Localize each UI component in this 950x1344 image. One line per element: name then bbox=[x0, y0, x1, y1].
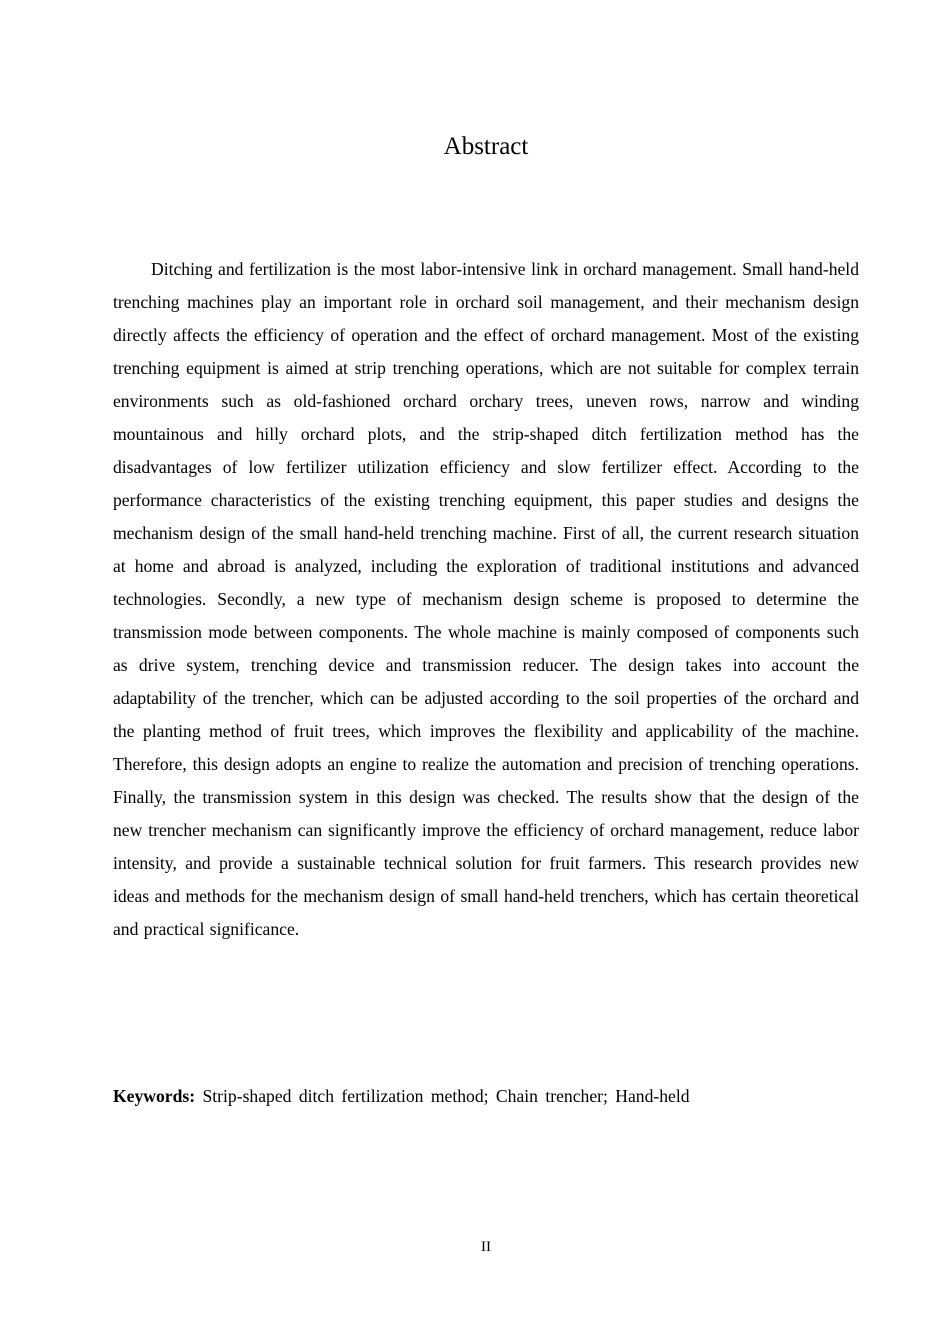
keywords-line bbox=[113, 1080, 859, 1113]
keywords-label: Keywords: bbox=[113, 1086, 196, 1106]
page-number: II bbox=[481, 1239, 491, 1255]
abstract-paragraph: Ditching and fertilization is the most labor-intensive link in orchard management. Small hand-held trenching machines play an important role in orchard soil management, and their mechanism design directly affects the efficiency of operation and the effect of orchard management. Most of the existing trenching equipment is aimed at strip trenching operations, which are not suitable for complex terrain environments such as old-fashioned orchard orchary trees, uneven rows, narrow and winding mountainous and hilly orchard plots, and the strip-shaped ditch fertilization method has the disadvantages of low fertilizer utilization efficiency and slow fertilizer effect. According to the performance characteristics of the existing trenching equipment, this paper studies and designs the mechanism design of the small hand-held trenching machine. First of all, the current research situation at home and abroad is analyzed, including the exploration of traditional institutions and advanced technologies. Secondly, a new type of mechanism design scheme is proposed to determine the transmission mode between components. The whole machine is mainly composed of components such as drive system, trenching device and transmission reducer. The design takes into account the adaptability of the trencher, which can be adjusted according to the soil properties of the orchard and the planting method of fruit trees, which improves the flexibility and applicability of the machine. Therefore, this design adopts an engine to realize the automation and precision of trenching operations. Finally, the transmission system in this design was checked. The results show that the design of the new trencher mechanism can significantly improve the efficiency of orchard management, reduce labor intensity, and provide a sustainable technical solution for fruit farmers. This research provides new ideas and methods for the mechanism design of small hand-held trenchers, which has certain theoretical and practical significance. bbox=[113, 259, 859, 939]
keywords-text: Strip-shaped ditch fertilization method; Chain trencher; Hand-held bbox=[202, 1086, 690, 1106]
page-title: Abstract bbox=[443, 133, 529, 160]
